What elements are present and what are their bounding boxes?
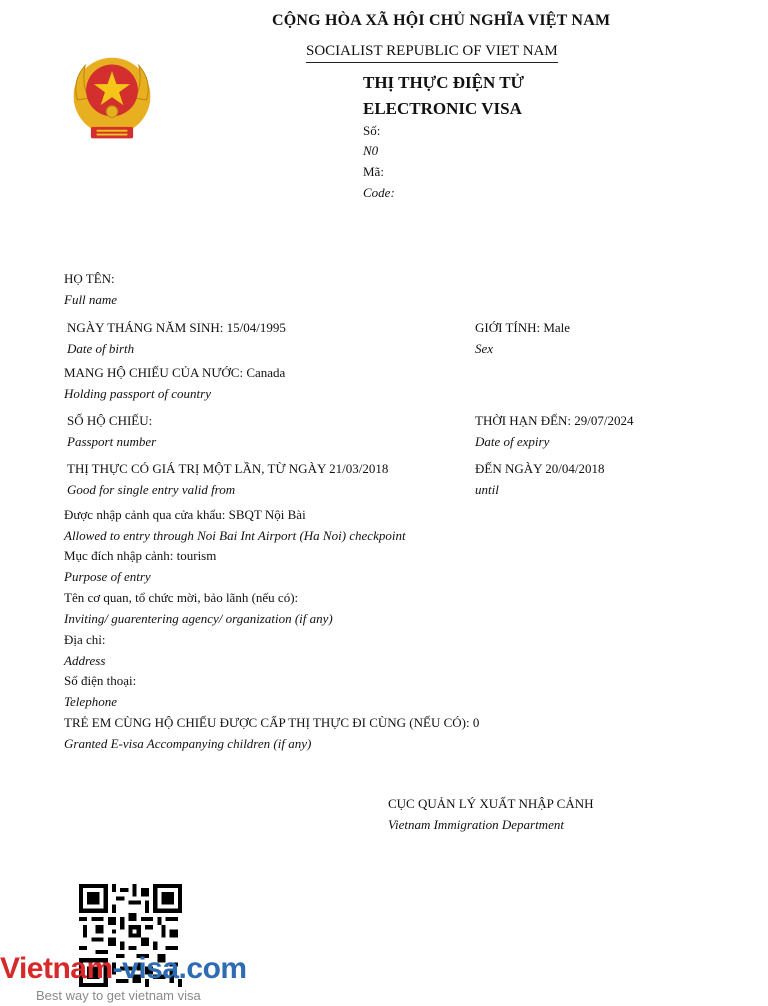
children-en: Granted E-visa Accompanying children (if any) — [64, 736, 312, 751]
department-vi: CỤC QUẢN LÝ XUẤT NHẬP CẢNH — [388, 796, 594, 811]
valid-from-en: Good for single entry valid from — [67, 482, 236, 497]
phone-en: Telephone — [64, 694, 117, 709]
watermark-logo — [0, 952, 247, 986]
code-label-vi: Mã: — [363, 164, 384, 179]
national-emblem-icon — [63, 52, 161, 148]
sex-vi: GIỚI TÍNH: Male — [475, 320, 571, 335]
address-en: Address — [64, 653, 106, 668]
code-label-en: Code: — [363, 185, 395, 200]
watermark-logo-part2: -visa.com — [112, 952, 247, 985]
sex-en: Sex — [475, 341, 494, 356]
children-vi: TRẺ EM CÙNG HỘ CHIẾU ĐƯỢC CẤP THỊ THỰC ĐI CÙNG (NẾU CÓ): 0 — [64, 715, 480, 730]
watermark-tagline: Best way to get vietnam visa — [36, 988, 201, 1003]
country-title-vi: CỘNG HÒA XÃ HỘI CHỦ NGHĨA VIỆT NAM — [272, 12, 611, 29]
number-label-vi: Số: — [363, 123, 381, 138]
department-en: Vietnam Immigration Department — [388, 817, 564, 832]
address-vi: Địa chỉ: — [64, 632, 106, 647]
watermark-logo-part1: Vietnam — [0, 952, 113, 985]
expiry-en: Date of expiry — [475, 434, 550, 449]
agency-en: Inviting/ guarentering agency/ organization (if any) — [64, 611, 333, 626]
passport-vi: SỐ HỘ CHIẾU: — [67, 413, 153, 428]
full-name-label-en: Full name — [64, 292, 118, 307]
purpose-en: Purpose of entry — [64, 569, 151, 584]
full-name-label-vi: HỌ TÊN: — [64, 271, 115, 286]
purpose-vi: Mục đích nhập cảnh: tourism — [64, 548, 217, 563]
country-vi: MANG HỘ CHIẾU CỦA NƯỚC: Canada — [64, 365, 286, 380]
entry-checkpoint-en: Allowed to entry through Noi Bai Int Airport (Ha Noi) checkpoint — [64, 528, 406, 543]
dob-vi: NGÀY THÁNG NĂM SINH: 15/04/1995 — [67, 320, 286, 335]
valid-from-vi: THỊ THỰC CÓ GIÁ TRỊ MỘT LẦN, TỪ NGÀY 21/03/2018 — [67, 461, 389, 476]
dob-en: Date of birth — [67, 341, 135, 356]
country-en: Holding passport of country — [64, 386, 211, 401]
phone-vi: Số điện thoại: — [64, 673, 137, 688]
agency-vi: Tên cơ quan, tổ chức mời, bảo lãnh (nếu có): — [64, 590, 299, 605]
passport-en: Passport number — [67, 434, 157, 449]
doc-title-vi: THỊ THỰC ĐIỆN TỬ — [363, 73, 525, 92]
entry-checkpoint-vi: Được nhập cảnh qua cửa khẩu: SBQT Nội Bài — [64, 507, 306, 522]
country-title-en: SOCIALIST REPUBLIC OF VIET NAM — [306, 43, 558, 63]
valid-until-en: until — [475, 482, 499, 497]
doc-title-en: ELECTRONIC VISA — [363, 99, 522, 118]
valid-until-vi: ĐẾN NGÀY 20/04/2018 — [475, 461, 605, 476]
number-label-en: N0 — [363, 143, 379, 158]
expiry-vi: THỜI HẠN ĐẾN: 29/07/2024 — [475, 413, 634, 428]
